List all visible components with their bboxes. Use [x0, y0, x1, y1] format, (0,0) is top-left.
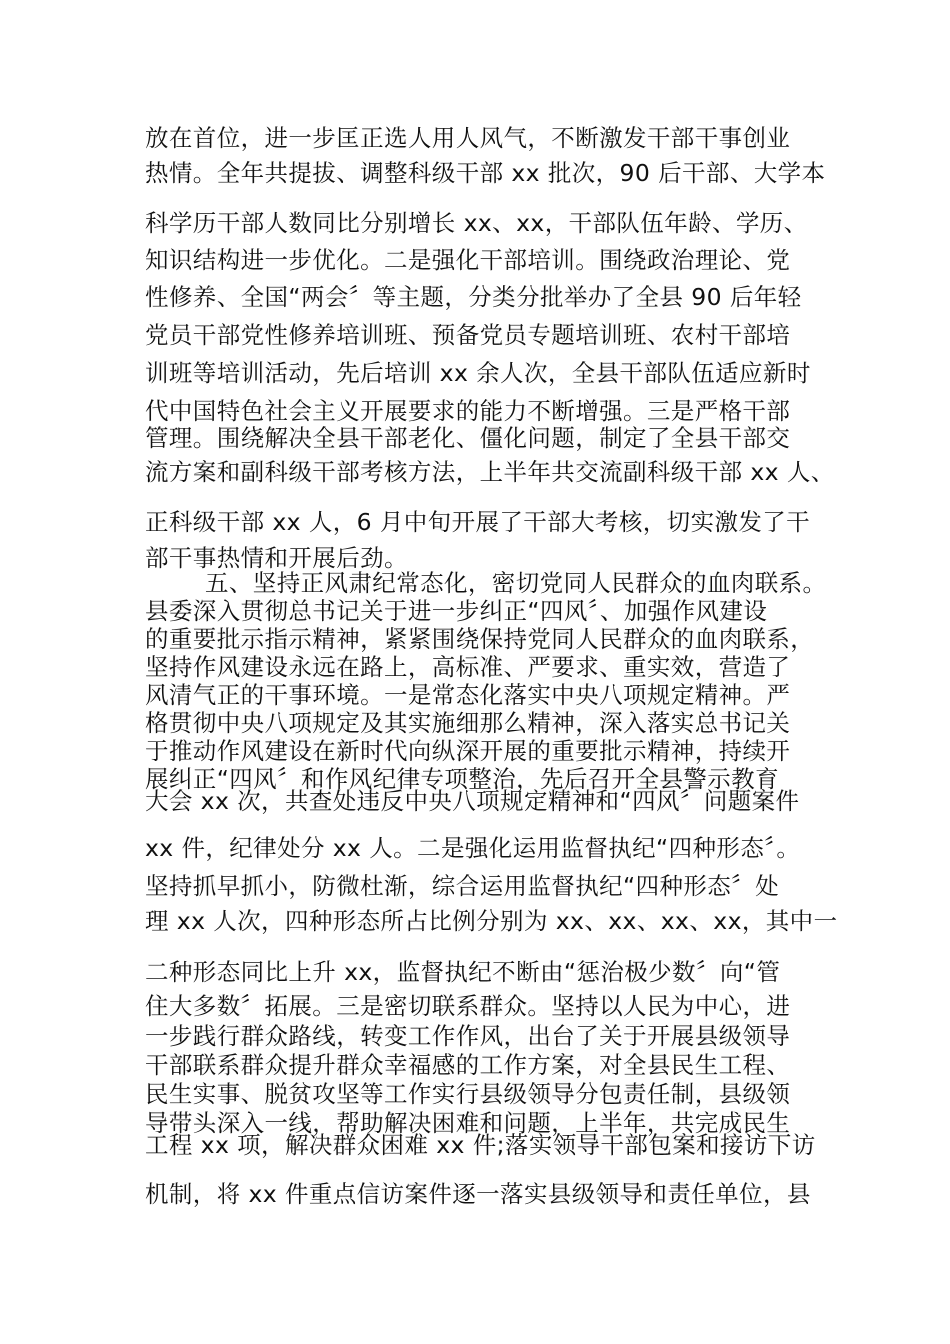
text-line: 部干事热情和开展后劲。: [145, 544, 408, 572]
text-line: 大会 xx 次，共查处违反中央八项规定精神和“四风〞问题案件: [145, 787, 800, 815]
text-line: 代中国特色社会主义开展要求的能力不断增强。三是严格干部: [145, 397, 791, 425]
section-heading: 五、坚持正风肃纪常态化，密切党同人民群众的血肉联系。: [205, 569, 827, 597]
text-line: 导带头深入一线，帮助解决困难和问题，上半年，共完成民生: [145, 1109, 791, 1137]
text-line: 县委深入贯彻总书记关于进一步纠正“四风〞、加强作风建设: [145, 597, 768, 625]
text-line: 展纠正“四风〞和作风纪律专项整治，先后召开全县警示教育: [145, 765, 779, 793]
text-line: 党员干部党性修养培训班、预备党员专题培训班、农村干部培: [145, 321, 791, 349]
text-line: 正科级干部 xx 人，6 月中旬开展了干部大考核，切实激发了干: [145, 508, 811, 536]
text-line: 格贯彻中央八项规定及其实施细那么精神，深入落实总书记关: [145, 709, 791, 737]
text-line: 流方案和副科级干部考核方法，上半年共交流副科级干部 xx 人、: [145, 458, 835, 486]
text-line: 坚持作风建设永远在路上，高标准、严要求、重实效，营造了: [145, 653, 791, 681]
text-line: 机制，将 xx 件重点信访案件逐一落实县级领导和责任单位，县: [145, 1180, 811, 1208]
text-line: 的重要批示指示精神，紧紧围绕保持党同人民群众的血肉联系，: [145, 625, 815, 653]
text-line: 住大多数〞拓展。三是密切联系群众。坚持以人民为中心，进: [145, 992, 791, 1020]
text-line: 一步践行群众路线，转变工作作风，出台了关于开展县级领导: [145, 1022, 791, 1050]
text-line: 放在首位，进一步匡正选人用人风气，不断激发干部干事创业: [145, 124, 791, 152]
text-line: 风清气正的干事环境。一是常态化落实中央八项规定精神。严: [145, 681, 791, 709]
text-line: 干部联系群众提升群众幸福感的工作方案，对全县民生工程、: [145, 1051, 791, 1079]
text-line: xx 件，纪律处分 xx 人。二是强化运用监督执纪“四种形态〞。: [145, 834, 801, 862]
text-line: 热情。全年共提拔、调整科级干部 xx 批次，90 后干部、大学本: [145, 159, 826, 187]
text-line: 理 xx 人次，四种形态所占比例分别为 xx、xx、xx、xx，其中一: [145, 907, 838, 935]
text-line: 知识结构进一步优化。二是强化干部培训。围绕政治理论、党: [145, 246, 791, 274]
text-line: 二种形态同比上升 xx，监督执纪不断由“惩治极少数〞向“管: [145, 958, 781, 986]
text-line: 民生实事、脱贫攻坚等工作实行县级领导分包责任制，县级领: [145, 1080, 791, 1108]
text-line: 坚持抓早抓小，防微杜渐，综合运用监督执纪“四种形态〞处: [145, 872, 779, 900]
text-line: 管理。围绕解决全县干部老化、僵化问题，制定了全县干部交: [145, 424, 791, 452]
text-line: 科学历干部人数同比分别增长 xx、xx，干部队伍年龄、学历、: [145, 209, 808, 237]
text-line: 性修养、全国“两会〞等主题，分类分批举办了全县 90 后年轻: [145, 283, 802, 311]
text-line: 于推动作风建设在新时代向纵深开展的重要批示精神，持续开: [145, 737, 791, 765]
text-line: 工程 xx 项，解决群众困难 xx 件;落实领导干部包案和接访下访: [145, 1131, 816, 1159]
text-line: 训班等培训活动，先后培训 xx 余人次，全县干部队伍适应新时: [145, 359, 811, 387]
